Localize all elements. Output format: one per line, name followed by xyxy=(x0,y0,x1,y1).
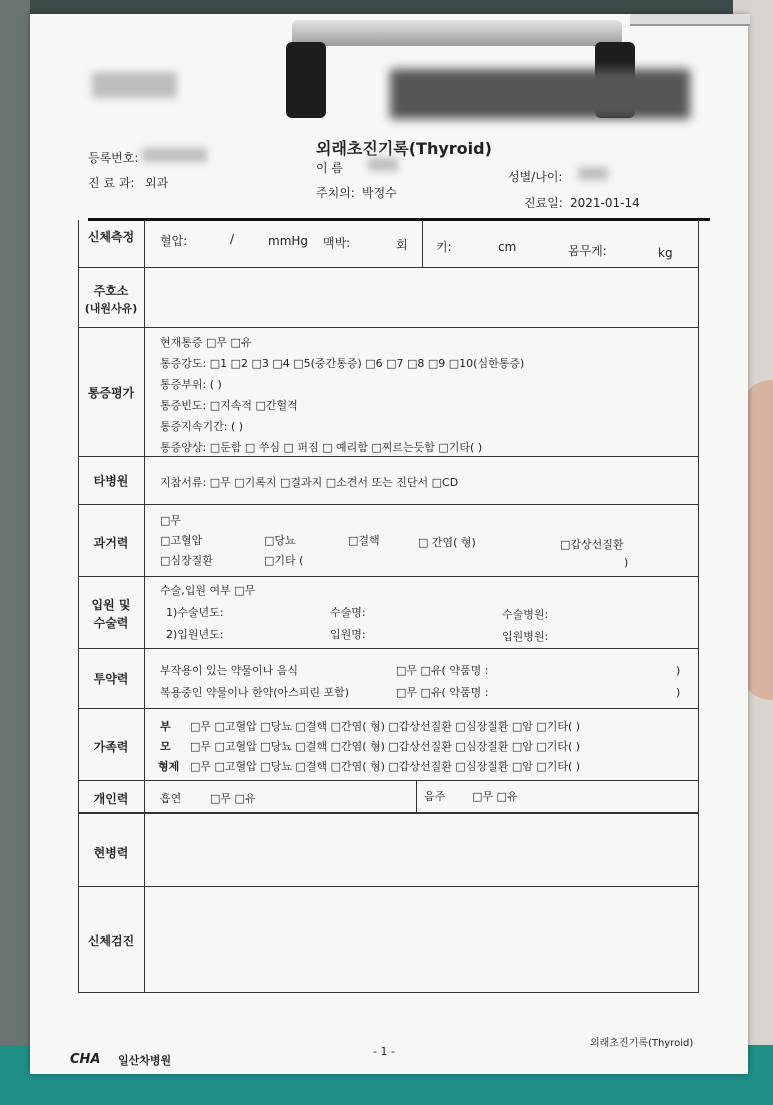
label-column-divider xyxy=(144,220,145,992)
pen xyxy=(630,14,750,26)
family-relation: 모 xyxy=(160,740,171,753)
height-unit: cm xyxy=(498,240,517,254)
family-label: 가족력 xyxy=(93,740,129,754)
family-options: □무 □고혈압 □당뇨 □결핵 □간염( 형) □갑상선질환 □심장질환 □암 □기타( ) xyxy=(190,760,581,773)
meds-line-2-opts: □무 □유( 약품명 : xyxy=(396,686,489,699)
pain-line: 통증양상: □둔함 □ 쑤심 □ 퍼짐 □ 예리함 □찌르는듯함 □기타( ) xyxy=(160,441,483,454)
doctor-value: 박정수 xyxy=(362,186,397,200)
row-divider xyxy=(78,327,699,328)
pain-line: 통증빈도: □지속적 □간헐적 xyxy=(160,399,298,412)
pulse-label: 맥박: xyxy=(323,236,351,250)
complaint-label: 주호소 xyxy=(93,284,129,298)
drink-options: □무 □유 xyxy=(472,790,518,803)
surgery-hosp-2: 입원병원: xyxy=(502,630,549,643)
complaint-sublabel: (내원사유) xyxy=(84,302,138,315)
hospital-logo: CHA xyxy=(70,1052,101,1067)
surgery-line0: 수술,입원 여부 □무 xyxy=(160,584,256,597)
visit-date-value: 2021-01-14 xyxy=(570,196,640,210)
doctor-label: 주치의: xyxy=(316,186,355,200)
meds-close-1: ) xyxy=(676,664,681,677)
other-hosp-label: 타병원 xyxy=(93,474,129,488)
surgery-hosp-1: 수술병원: xyxy=(502,608,549,621)
bp-unit: mmHg xyxy=(268,234,309,248)
family-relation: 부 xyxy=(160,720,171,733)
other-hosp-docs: 지참서류: □무 □기록지 □결과지 □소견서 또는 진단서 □CD xyxy=(160,476,459,489)
reg-no-label: 등록번호: xyxy=(88,151,139,165)
blurred-area xyxy=(92,72,177,98)
surgery-label-1: 입원 및 xyxy=(91,598,131,612)
row-divider xyxy=(78,812,699,814)
surgery-name-1: 수술명: xyxy=(330,606,366,619)
row-divider xyxy=(78,708,699,709)
past-dm: □당뇨 xyxy=(264,534,296,547)
physical-label: 신체검진 xyxy=(87,934,135,948)
row-divider xyxy=(78,576,699,577)
background-left xyxy=(0,0,30,1105)
weight-label: 몸무게: xyxy=(568,244,607,258)
past-close: ) xyxy=(624,556,629,569)
surgery-label-2: 수술력 xyxy=(93,616,129,630)
page-number: - 1 - xyxy=(373,1045,395,1058)
surgery-year-2: 2)입원년도: xyxy=(166,628,224,641)
clip-left xyxy=(286,42,326,118)
drink-label: 음주 xyxy=(424,790,446,803)
past-none: □무 xyxy=(160,514,182,527)
row-divider xyxy=(78,267,699,268)
blurred-sex-age xyxy=(578,167,608,180)
personal-divider xyxy=(416,780,417,812)
past-heart: □심장질환 xyxy=(160,554,213,567)
family-options: □무 □고혈압 □당뇨 □결핵 □간염( 형) □갑상선질환 □심장질환 □암 □기타( ) xyxy=(190,720,581,733)
past-htn: □고혈압 xyxy=(160,534,203,547)
row-divider xyxy=(78,886,699,887)
meds-label: 투약력 xyxy=(93,672,129,686)
past-thyroid: □갑상선질환 xyxy=(560,538,624,551)
row-divider xyxy=(78,992,699,993)
footer-form-name: 외래초진기록(Thyroid) xyxy=(590,1038,694,1049)
form-title: 외래초진기록(Thyroid) xyxy=(316,139,492,158)
name-label: 이 름 xyxy=(316,161,343,175)
pain-line: 통증강도: □1 □2 □3 □4 □5(중간통증) □6 □7 □8 □9 □10(심한통증) xyxy=(160,357,525,370)
intake-table xyxy=(78,220,698,992)
row-divider xyxy=(78,456,699,457)
meds-line-2: 복용중인 약물이나 한약(아스피린 포함) xyxy=(160,686,350,699)
surgery-name-2: 입원명: xyxy=(330,628,366,641)
weight-unit: kg xyxy=(658,246,673,260)
past-tb: □결핵 xyxy=(348,534,380,547)
pain-line: 현재통증 □무 □유 xyxy=(160,336,252,349)
hospital-name: 일산차병원 xyxy=(118,1054,172,1067)
height-label: 키: xyxy=(436,240,452,254)
blurred-reg-no xyxy=(142,148,207,162)
family-options: □무 □고혈압 □당뇨 □결핵 □간염( 형) □갑상선질환 □심장질환 □암 □기타( ) xyxy=(190,740,581,753)
bp-label: 혈압: xyxy=(160,234,188,248)
past-etc: □기타 ( xyxy=(264,554,304,567)
present-label: 현병력 xyxy=(93,846,129,860)
past-label: 과거력 xyxy=(93,536,129,550)
personal-label: 개인력 xyxy=(93,792,129,806)
dept-label: 진 료 과: xyxy=(88,176,135,190)
surgery-year-1: 1)수술년도: xyxy=(166,606,224,619)
row-divider xyxy=(78,648,699,649)
clipboard-clip xyxy=(292,20,622,46)
blurred-name xyxy=(368,158,398,171)
past-hep: □ 간염( 형) xyxy=(418,536,476,549)
smoke-options: □무 □유 xyxy=(210,792,256,805)
blurred-barcode xyxy=(390,69,690,119)
family-relation: 형제 xyxy=(158,760,180,773)
sex-age-label: 성별/나이: xyxy=(508,170,563,184)
paper-form xyxy=(30,14,748,1074)
pain-line: 통증부위: ( ) xyxy=(160,378,222,391)
meds-line-1-opts: □무 □유( 약품명 : xyxy=(396,664,489,677)
visit-date-label: 진료일: xyxy=(524,196,563,210)
table-border-right-low xyxy=(698,780,699,992)
pain-label: 통증평가 xyxy=(87,386,135,400)
row-divider xyxy=(78,504,699,505)
bp-slash: / xyxy=(230,232,235,246)
dept-value: 외과 xyxy=(145,176,169,190)
meds-line-1: 부작용이 있는 약물이나 음식 xyxy=(160,664,299,677)
smoke-label: 흡연 xyxy=(160,792,182,805)
pulse-unit: 회 xyxy=(396,238,408,252)
vitals-divider xyxy=(422,220,423,267)
vitals-label: 신체측정 xyxy=(87,230,135,244)
pain-line: 통증지속기간: ( ) xyxy=(160,420,244,433)
row-divider xyxy=(78,780,699,781)
meds-close-2: ) xyxy=(676,686,681,699)
